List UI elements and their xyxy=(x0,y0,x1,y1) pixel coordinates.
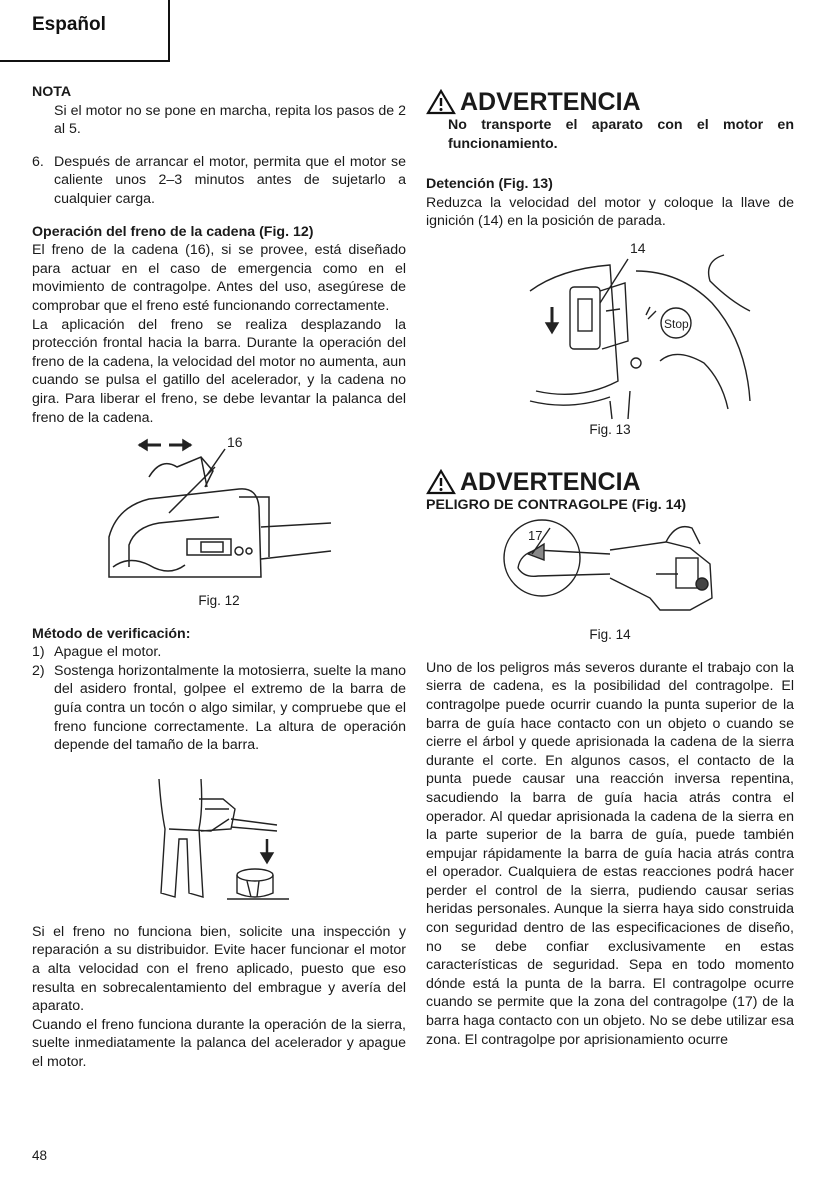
language-tab-label: Español xyxy=(32,14,106,35)
final-paragraph-1: Si el freno no funciona bien, solicite una inspección y reparación a su distribuidor. Evite hacer funcionar el motor a alta velocidad con el freno aplicado, puesto que eso resulta en sobrecalentamiento del embrague y avería del aparato. xyxy=(32,923,406,1015)
fig14-kickback-zone-illustration xyxy=(480,514,740,626)
fig13-ignition-switch-illustration xyxy=(460,231,760,421)
operator-testing-brake-illustration xyxy=(139,769,299,909)
final-paragraph-2: Cuando el freno funciona durante la operación de la sierra, suelte inmediatamente la palanca del acelerador y apague el motor. xyxy=(32,1016,406,1070)
brake-heading: Operación del freno de la cadena (Fig. 12) xyxy=(32,223,314,240)
fig13-callout: 14 xyxy=(630,239,646,256)
left-column xyxy=(32,83,406,1072)
warning-1-subtitle: No transporte el aparato con el motor en funcionamiento. xyxy=(448,117,794,152)
warning-2-subtitle: PELIGRO DE CONTRAGOLPE (Fig. 14) xyxy=(426,496,687,513)
method-step-1 xyxy=(32,643,406,662)
fig13-stop-label: Stop xyxy=(664,316,689,331)
warning-triangle-icon xyxy=(426,469,456,495)
step-6-text: Después de arrancar el motor, permita que el motor se caliente unos 2–3 minutos antes de sujetarlo a cualquier carga. xyxy=(54,153,406,207)
warning-1-title xyxy=(426,88,794,116)
method-step-2-text: Sostenga horizontalmente la motosierra, suelte la mano del asidero frontal, golpee el extremo de la barra de guía contra un tocón o algo similar, y compruebe que el freno funcione correctamente. La altura de operación depende del tamaño de la barra. xyxy=(54,662,406,754)
nota-title: NOTA xyxy=(32,84,72,100)
warning-2-title xyxy=(426,468,794,496)
warning-1-title-text: ADVERTENCIA xyxy=(460,88,641,116)
fig14-callout: 17 xyxy=(528,528,543,544)
method-step-1-text: Apague el motor. xyxy=(54,644,162,661)
stop-text: Reduzca la velocidad del motor y coloque la llave de ignición (14) en la posición de parada. xyxy=(426,194,794,230)
page-number: 48 xyxy=(32,1148,48,1163)
fig12-chainsaw-illustration xyxy=(89,427,349,592)
right-column xyxy=(426,88,794,1049)
method-step-2 xyxy=(32,662,406,755)
language-tab xyxy=(0,0,170,62)
brake-paragraph-2: La aplicación del freno se realiza desplazando la protección frontal hacia la barra. Durante la operación del freno de la cadena, la velocidad del motor no aumenta, aun cuando se pulsa el gatillo del acelerador, y la cadena no gira. Para liberar el freno, se debe levantar la palanca del freno de la cadena. xyxy=(32,316,406,426)
fig12-caption: Fig. 12 xyxy=(198,593,240,609)
fig14-caption: Fig. 14 xyxy=(589,627,631,643)
fig12-callout: 16 xyxy=(227,434,243,451)
warning-triangle-icon xyxy=(426,89,456,115)
brake-paragraph-1: El freno de la cadena (16), si se provee, está diseñado para actuar en el caso de emergencia como en el movimiento de contragolpe. Antes del uso, asegúrese de comprobar que el freno esté funcionando correctamente. xyxy=(32,242,406,314)
kickback-text: Uno de los peligros más severos durante el trabajo con la sierra de cadena, es la posibilidad del contragolpe. El contragolpe puede ocurrir cuando la punta superior de la barra de guía hace contacto con un objeto o cuando se cierre el árbol y quede aprisionada la cadena de la sierra durante el corte. En algunos casos, el contacto de la punta puede causar una reacción inversa repentina, sacudiendo la barra de guía hacia atrás contra el operador. Al quedar aprisionada la cadena de la sierra en la parte superior de la barra de guía, puede también empujar rápidamente la barra de guía hacia atrás contra el operador. Cualquiera de estas reacciones podrá hacer perder el control de la sierra, pudiendo causar serias heridas personales. Aunque la sierra haya sido construida con seguridad dentro de las especificaciones de diseño, no se debe confiar exclusivamente en estas características de seguridad. Sepa en todo momento dónde está la punta de la barra. El contragolpe ocurre cuando se permite que la zona del contragolpe (17) de la barra haga contacto con un objeto. No se debe utilizar esa zona. El contragolpe por aprisionamiento ocurre xyxy=(426,659,794,1048)
method-step-2-number: 2) xyxy=(32,662,45,679)
warning-2-title-text: ADVERTENCIA xyxy=(460,467,641,496)
method-step-1-number: 1) xyxy=(32,644,45,661)
method-heading: Método de verificación: xyxy=(32,625,191,642)
fig13-caption: Fig. 13 xyxy=(589,421,631,437)
nota-text: Si el motor no se pone en marcha, repita los pasos de 2 al 5. xyxy=(54,102,406,138)
step-6-number: 6. xyxy=(32,153,44,170)
stop-heading: Detención (Fig. 13) xyxy=(426,176,553,193)
step-6 xyxy=(32,153,406,209)
